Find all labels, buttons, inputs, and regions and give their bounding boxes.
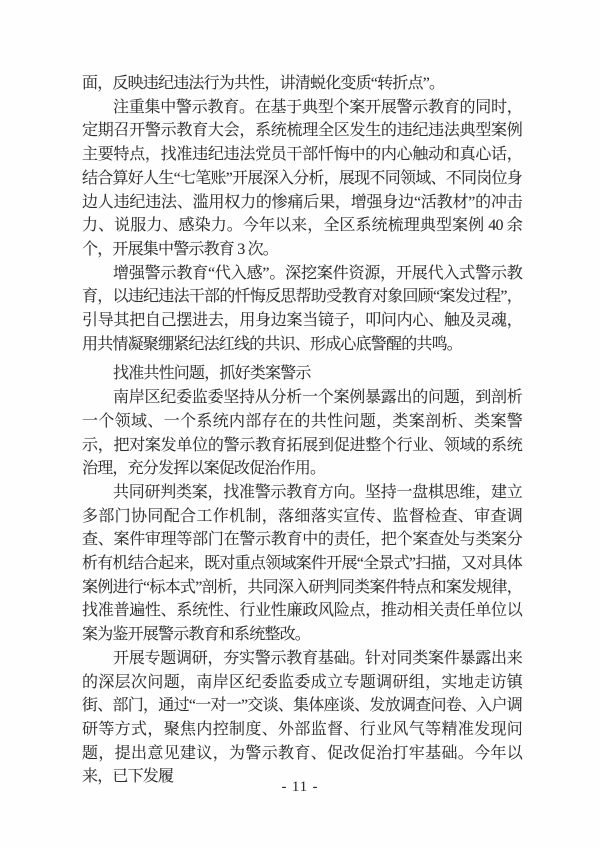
section-heading: 找准共性问题，抓好类案警示 xyxy=(113,365,311,383)
paragraph: 注重集中警示教育。在基于典型个案开展警示教育的同时，定期召开警示教育大会，系统梳理全区发生的违纪违法典型案例主要特点，找准违纪违法党员干部忏悔中的内心触动和真心话，结合算好人生“七笔账”开展深入分析，展现不同领域、不同岗位身边人违纪违法、滥用权力的惨痛后果，增强身边“活教材”的冲击力、说服力、感染力。今年以来，全区系统梳理典型案例 40 余个，开展集中警示教育 3 次。 xyxy=(82,98,522,258)
paragraph: 南岸区纪委监委坚持从分析一个案例暴露出的问题，到剖析一个领域、一个系统内部存在的共性问题，类案剖析、类案警示，把对案发单位的警示教育拓展到促进整个行业、领域的系统治理，充分发挥以案促改促治作用。 xyxy=(82,389,522,478)
paragraph: 增强警示教育“代入感”。深挖案件资源，开展代入式警示教育，以违纪违法干部的忏悔反思帮助受教育对象回顾“案发过程”，引导其把自己摆进去，用身边案当镜子，叩问内心、触及灵魂，用共情凝聚绷紧纪法红线的共识、形成心底警醒的共鸣。 xyxy=(82,264,522,353)
body-text xyxy=(82,72,522,789)
paragraph: 共同研判类案，找准警示教育方向。坚持一盘棋思维，建立多部门协同配合工作机制，落细落实宣传、监督检查、审查调查、案件审理等部门在警示教育中的责任，把个案查处与类案分析有机结合起来，既对重点领域案件开展“全景式”扫描，又对具体案例进行“标本式”剖析，共同深入研判同类案件特点和案发规律，找准普遍性、系统性、行业性廉政风险点，推动相关责任单位以案为鉴开展警示教育和系统整改。 xyxy=(82,483,522,644)
page-number: - 11 - xyxy=(281,779,319,795)
paragraph-continuation: 面，反映违纪违法行为共性，讲清蜕化变质“转折点”。 xyxy=(82,75,445,92)
paragraph: 开展专题调研，夯实警示教育基础。针对同类案件暴露出来的深层次问题，南岸区纪委监委成立专题调研组，实地走访镇街、部门，通过“一对一”交谈、集体座谈、发放调查问卷、入户调研等方式，聚焦内控制度、外部监督、行业风气等精准发现问题，提出意见建议，为警示教育、促改促治打牢基础。今年以来，已下发履 xyxy=(82,649,522,786)
